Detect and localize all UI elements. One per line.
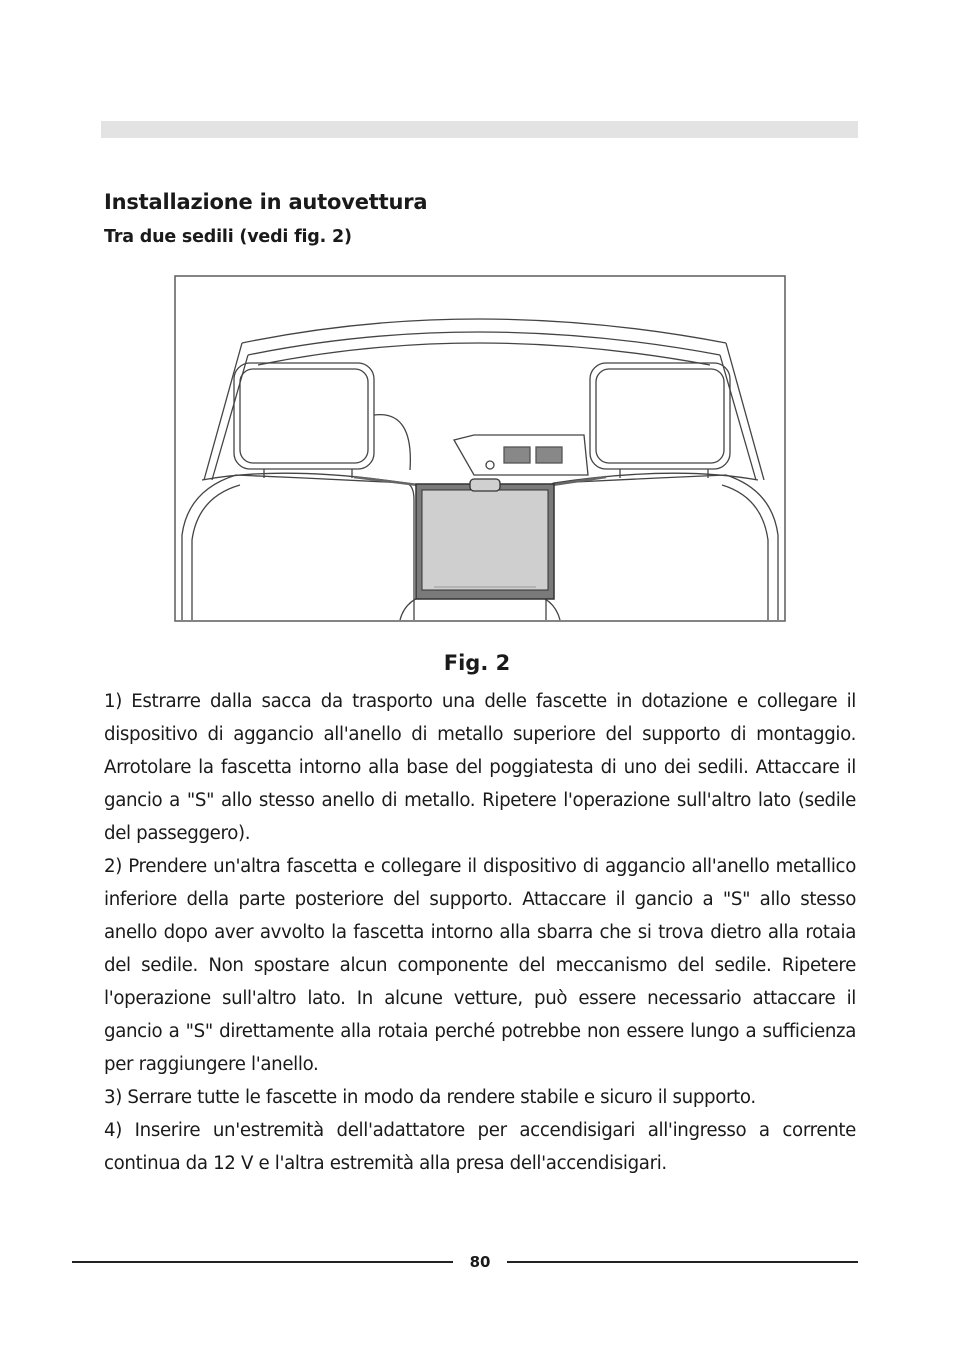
figure-caption: Fig. 2	[443, 651, 511, 675]
section-title: Installazione in autovettura	[104, 190, 428, 214]
instruction-step-4: 4) Inserire un'estremità dell'adattatore per accendisigari all'ingresso a corrente continua da 12 V e l'altra estremità alla presa dell'accendisigari.	[104, 1120, 856, 1174]
instructions	[104, 685, 856, 1180]
footer-rule-left	[72, 1261, 453, 1263]
section-subtitle: Tra due sedili (vedi fig. 2)	[104, 227, 352, 247]
instruction-step-1: 1) Estrarre dalla sacca da trasporto una delle fascette in dotazione e collegare il dispositivo di aggancio all'anello di metallo superiore del supporto di montaggio. Arrotolare la fascetta intorno alla base del poggiatesta di uno dei sedili. Attaccare il gancio a "S" allo stesso anello di metallo. Ripetere l'operazione sull'altro lato (sedile del passeggero).	[104, 691, 856, 844]
car-seat-illustration	[174, 275, 786, 622]
instruction-step-3: 3) Serrare tutte le fascette in modo da rendere stabile e sicuro il supporto.	[104, 1087, 756, 1108]
page-number: 80	[469, 1253, 491, 1271]
header-bar	[101, 121, 858, 138]
footer-rule-right	[507, 1261, 858, 1263]
instruction-step-2: 2) Prendere un'altra fascetta e collegare il dispositivo di aggancio all'anello metallico inferiore della parte posteriore del supporto. Attaccare il gancio a "S" allo stesso anello dopo aver avvolto la fascetta intorno alla sbarra che si trova dietro alla rotaia del sedile. Non spostare alcun componente del meccanismo del sedile. Ripetere l'operazione sull'altro lato. In alcune vetture, può essere necessario attaccare il gancio a "S" direttamente alla rotaia perché potrebbe non essere lungo a sufficienza per raggiungere l'anello.	[104, 856, 856, 1075]
